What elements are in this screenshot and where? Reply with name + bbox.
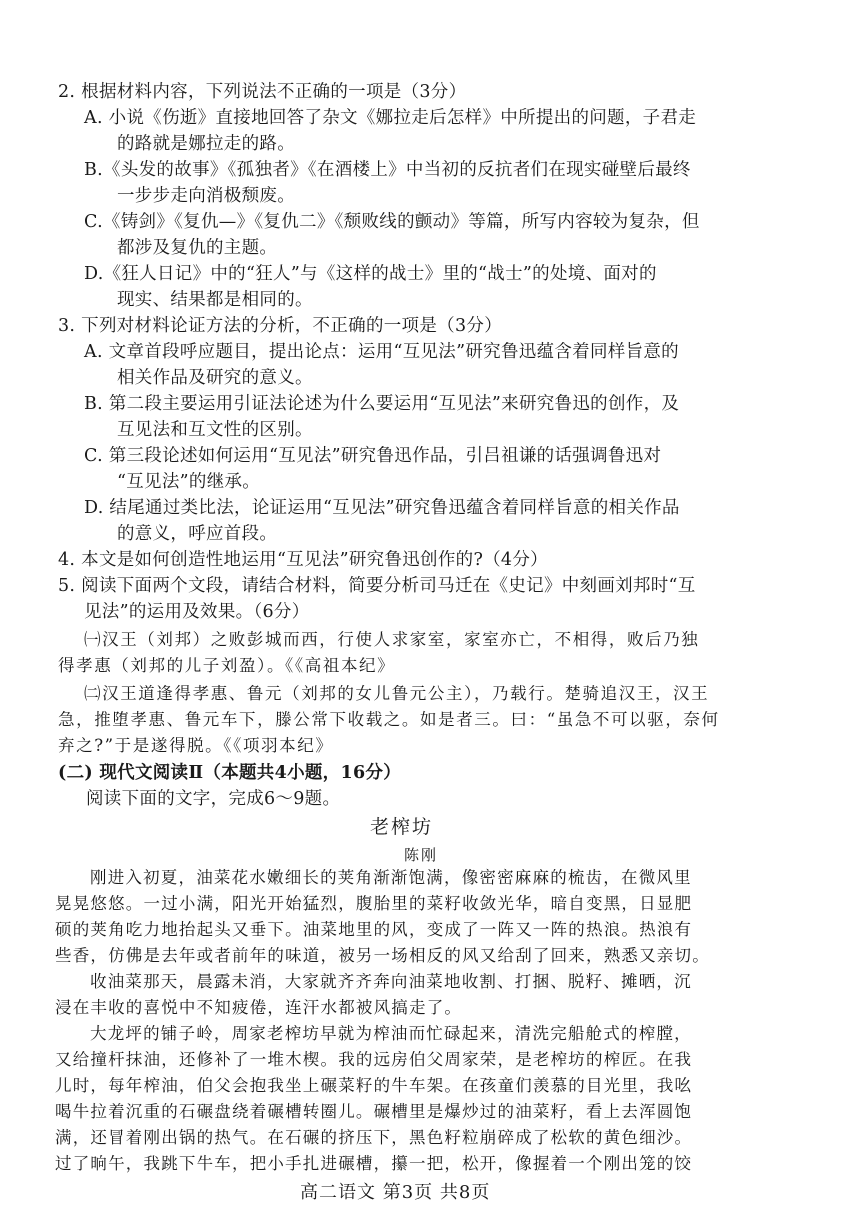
story-line-5: 收油菜那天，晨露未消，大家就齐齐奔向油菜地收割、打捆、脱籽、摊晒，沉 <box>90 972 692 991</box>
story-line-11: 满，还冒着刚出锅的热气。在石碾的挤压下，黑色籽粒崩碎成了松软的黄色细沙。 <box>55 1128 693 1147</box>
q3-option-a-line1: A. 文章首段呼应题目，提出论点：运用“互见法”研究鲁迅蕴含着同样旨意的 <box>84 342 679 362</box>
story-line-7: 大龙坪的铺子岭，周家老榨坊早就为榨油而忙碌起来，清洗完船舱式的榨膛， <box>90 1024 692 1043</box>
q3-option-c-line1: C. 第三段论述如何运用“互见法”研究鲁迅作品，引吕祖谦的话强调鲁迅对 <box>84 446 662 466</box>
story-line-3: 硕的荚角吃力地抬起头又垂下。油菜地里的风，变成了一阵又一阵的热浪。热浪有 <box>55 920 693 939</box>
q2-option-d-line1: D.《狂人日记》中的“狂人”与《这样的战士》里的“战士”的处境、面对的 <box>84 264 657 284</box>
section-heading: (二) 现代文阅读Ⅱ（本题共4小题，16分） <box>58 763 402 783</box>
q2-option-d-line2: 现实、结果都是相同的。 <box>117 290 313 310</box>
q5-passage2-line3: 弃之?”于是遂得脱。《《项羽本纪》 <box>58 736 334 755</box>
q3-option-a-line2: 相关作品及研究的意义。 <box>117 368 313 388</box>
q3-stem: 3. 下列对材料论证方法的分析，不正确的一项是（3分） <box>58 316 502 336</box>
q5-stem-line1: 5. 阅读下面两个文段，请结合材料，简要分析司马迁在《史记》中刻画刘邦时“互 <box>58 576 696 596</box>
q5-passage1-line1: ㈠汉王（刘邦）之败彭城而西，行使人求家室，家室亦亡，不相得，败后乃独 <box>84 630 700 649</box>
q4-stem: 4. 本文是如何创造性地运用“互见法”研究鲁迅创作的?（4分） <box>58 550 548 570</box>
story-line-8: 又给撞杆抹油，还修补了一堆木楔。我的远房伯父周家荣，是老榨坊的榨匠。在我 <box>55 1050 693 1069</box>
q2-option-a-line2: 的路就是娜拉走的路。 <box>117 134 295 154</box>
story-author: 陈刚 <box>404 846 439 864</box>
q3-option-d-line1: D. 结尾通过类比法，论证运用“互见法”研究鲁迅蕴含着同样旨意的相关作品 <box>84 498 680 518</box>
q2-option-b-line2: 一步步走向消极颓废。 <box>117 186 295 206</box>
q5-passage1-line2: 得孝惠（刘邦的儿子刘盈）。《《高祖本纪》 <box>58 656 396 675</box>
page-footer: 高二语文 第3页 共8页 <box>300 1182 491 1203</box>
q2-stem: 2. 根据材料内容，下列说法不正确的一项是（3分） <box>58 82 467 102</box>
q3-option-d-line2: 的意义，呼应首段。 <box>117 524 278 544</box>
q2-option-c-line1: C.《铸剑》《复仇—》《复仇二》《颓败线的颤动》等篇，所写内容较为复杂，但 <box>84 212 700 232</box>
q5-passage2-line1: ㈡汉王道逢得孝惠、鲁元（刘邦的女儿鲁元公主），乃载行。楚骑追汉王，汉王 <box>84 684 710 703</box>
story-title: 老榨坊 <box>370 816 434 838</box>
story-line-12: 过了晌午，我跳下牛车，把小手扎进碾槽，攥一把，松开，像握着一个刚出笼的饺 <box>55 1154 693 1173</box>
q5-passage2-line2: 急，推堕孝惠、鲁元车下，滕公常下收载之。如是者三。曰：“虽急不可以驱，奈何 <box>58 710 720 729</box>
q3-option-c-line2: “互见法”的继承。 <box>117 472 261 492</box>
story-line-6: 浸在丰收的喜悦中不知疲倦，连汗水都被风搞走了。 <box>55 998 463 1017</box>
q2-option-b-line1: B.《头发的故事》《孤独者》《在酒楼上》中当初的反抗者们在现实碰壁后最终 <box>84 160 691 180</box>
q2-option-c-line2: 都涉及复仇的主题。 <box>117 238 278 258</box>
story-line-4: 些香，仿佛是去年或者前年的味道，被另一场相反的风又给刮了回来，熟悉又亲切。 <box>55 946 710 965</box>
story-line-10: 喝牛拉着沉重的石碾盘绕着碾槽转圈儿。碾槽里是爆炒过的油菜籽，看上去浑圆饱 <box>55 1102 693 1121</box>
story-line-9: 儿时，每年榨油，伯父会抱我坐上碾菜籽的牛车架。在孩童们羡慕的目光里，我吆 <box>55 1076 693 1095</box>
q5-stem-line2: 见法”的运用及效果。（6分） <box>84 602 310 622</box>
q3-option-b-line2: 互见法和互文性的区别。 <box>117 420 313 440</box>
q2-option-a-line1: A. 小说《伤逝》直接地回答了杂文《娜拉走后怎样》中所提出的问题，子君走 <box>84 108 697 128</box>
story-line-1: 刚进入初夏，油菜花水嫩细长的荚角渐渐饱满，像密密麻麻的梳齿，在微风里 <box>90 868 692 887</box>
section-instruction: 阅读下面的文字，完成6～9题。 <box>86 789 341 809</box>
q3-option-b-line1: B. 第二段主要运用引证法论述为什么要运用“互见法”来研究鲁迅的创作，及 <box>84 394 680 414</box>
story-line-2: 晃晃悠悠。一过小满，阳光开始猛烈，腹胎里的菜籽收敛光华，暗自变黑，日显肥 <box>55 894 693 913</box>
